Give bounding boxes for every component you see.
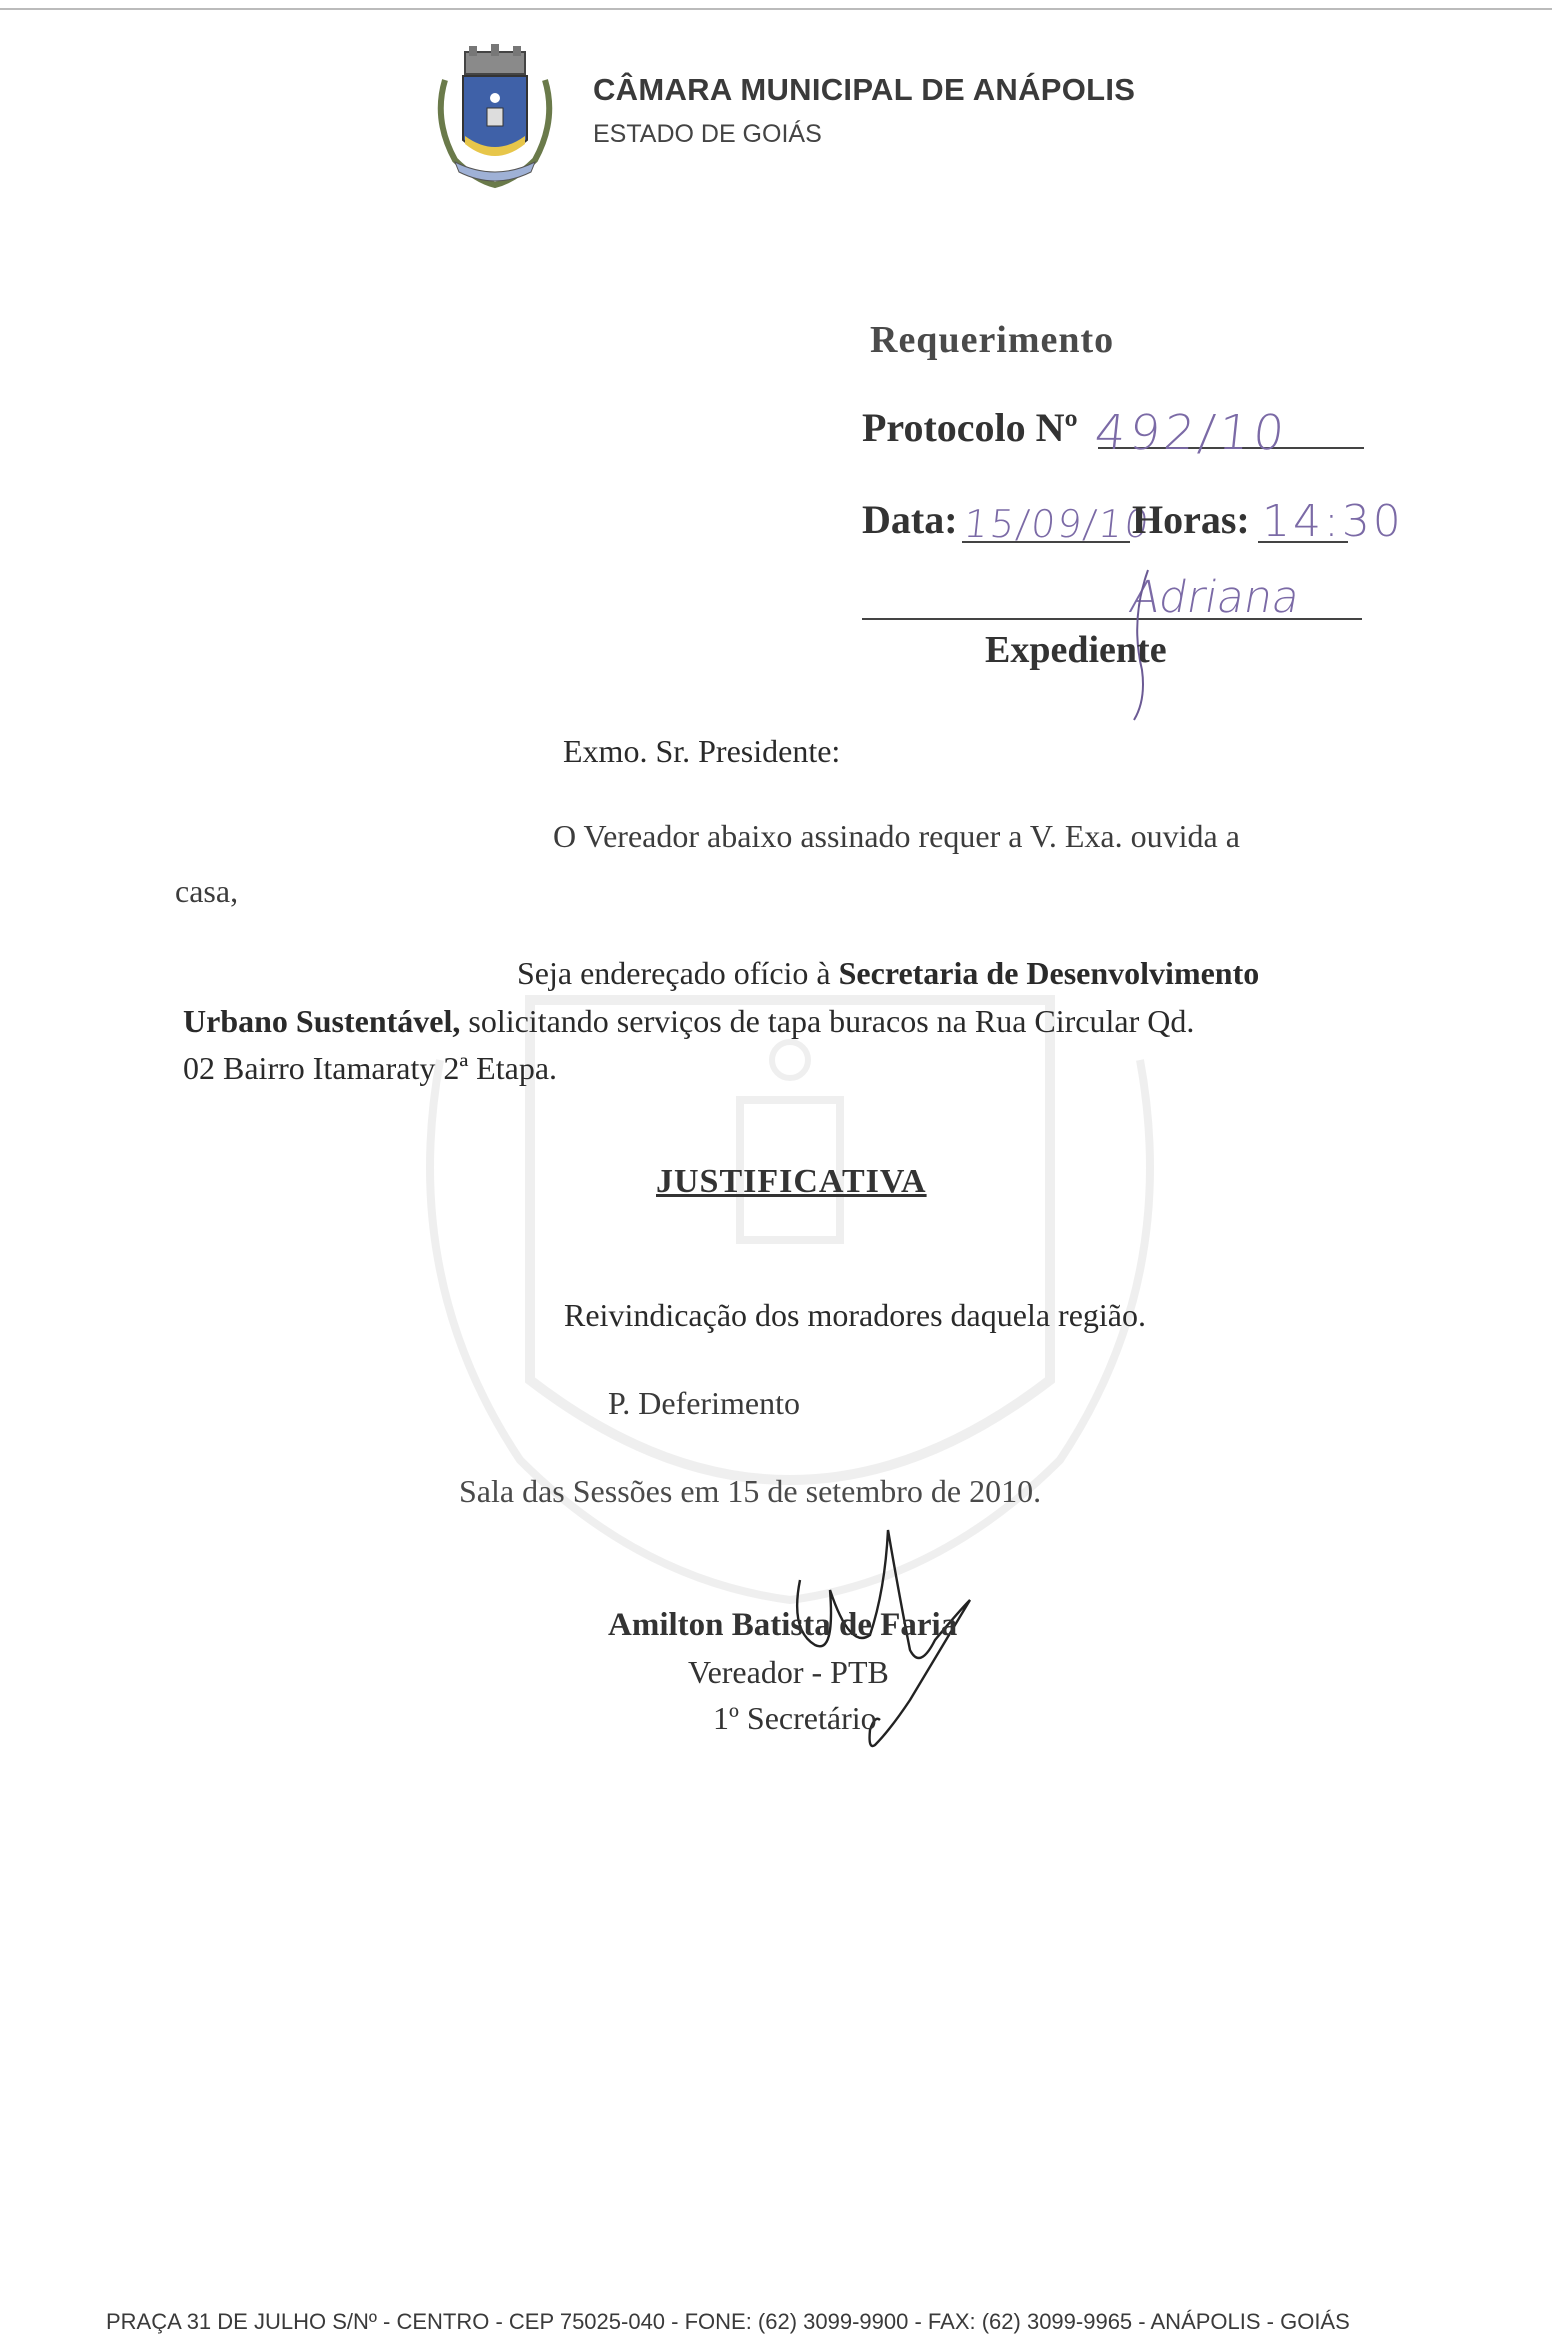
request-rest: solicitando serviços de tapa buracos na Rua Circular Qd.: [460, 1003, 1195, 1039]
intro-line: O Vereador abaixo assinado requer a V. Exa. ouvida a: [553, 818, 1240, 854]
request-line-2: [183, 1003, 1194, 1040]
signer-name: Amilton Batista de Faria: [608, 1607, 958, 1643]
justification-text: Reivindicação dos moradores daquela região.: [564, 1297, 1146, 1333]
signer-title: 1º Secretário: [713, 1700, 877, 1736]
greeting: Exmo. Sr. Presidente:: [563, 733, 841, 769]
request-bold-urbano: Urbano Sustentável,: [183, 1003, 461, 1039]
protocolo-label: Protocolo Nº: [862, 405, 1078, 450]
coat-of-arms-icon: [425, 40, 565, 190]
request-prefix: Seja endereçado ofício à: [517, 955, 839, 991]
justification-heading: JUSTIFICATIVA: [656, 1163, 927, 1200]
horas-value-handwritten: 14:30: [1262, 496, 1404, 547]
signer-role: Vereador - PTB: [688, 1654, 889, 1690]
horas-label: Horas:: [1132, 497, 1250, 542]
data-label: Data:: [862, 497, 958, 542]
top-border: [0, 8, 1552, 10]
data-value-handwritten: 15/09/10: [961, 502, 1153, 546]
expediente-label: Expediente: [985, 629, 1167, 671]
intro-continuation: casa,: [175, 873, 239, 909]
request-bold-secretaria: Secretaria de Desenvolvimento: [838, 955, 1260, 991]
org-state: ESTADO DE GOIÁS: [593, 120, 822, 148]
expediente-signature: Adriana: [1125, 572, 1304, 623]
closing: P. Deferimento: [608, 1385, 800, 1421]
place-date: Sala das Sessões em 15 de setembro de 2010.: [459, 1473, 1042, 1509]
request-line-3: 02 Bairro Itamaraty 2ª Etapa.: [183, 1050, 558, 1086]
footer-address: PRAÇA 31 DE JULHO S/Nº - CENTRO - CEP 75025-040 - FONE: (62) 3099-9900 - FAX: (62) 3099-9965 - ANÁPOLIS - GOIÁS: [106, 2309, 1350, 2334]
stamp-title: Requerimento: [870, 319, 1115, 361]
request-line-1: [517, 955, 1259, 992]
protocolo-number-handwritten: 492/10: [1092, 405, 1291, 461]
org-name: CÂMARA MUNICIPAL DE ANÁPOLIS: [593, 72, 1136, 107]
